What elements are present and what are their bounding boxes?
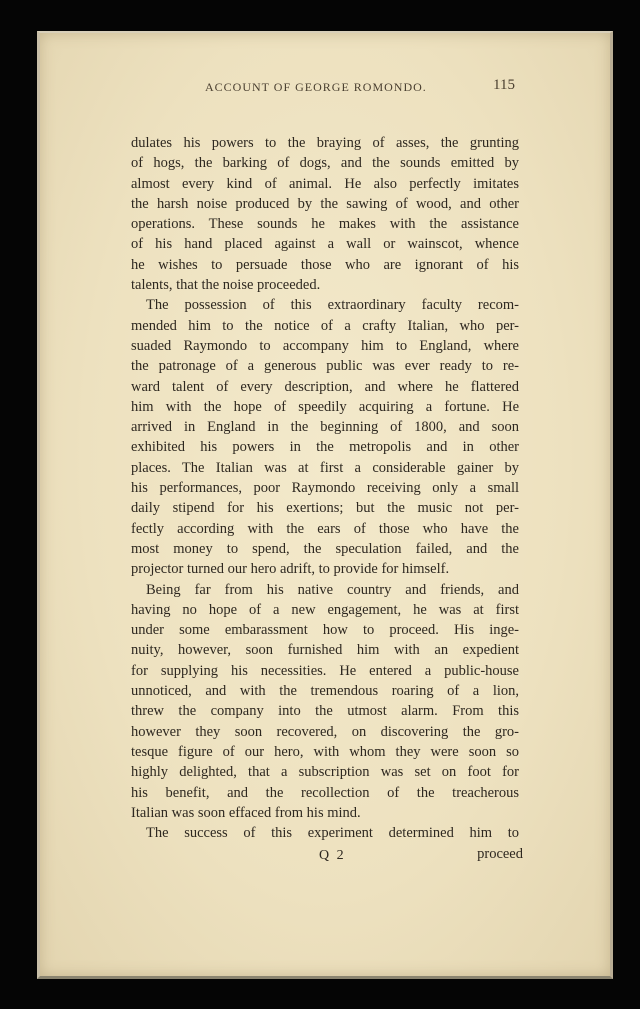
signature-mark: Q 2 [319, 848, 346, 863]
text-line: him with the hope of speedily acquiring a fortune. He [131, 398, 519, 415]
text-line: of hogs, the barking of dogs, and the sounds emitted by [131, 155, 519, 172]
text-line: highly delighted, that a subscription was set on foot for [131, 764, 519, 781]
text-line: projector turned our hero adrift, to provide for himself. [131, 561, 450, 578]
text-line: he wishes to persuade those who are ignorant of his [131, 256, 519, 273]
text-line: for supplying his necessities. He entered a public-house [131, 662, 519, 679]
text-line: having no hope of a new engagement, he was at first [131, 601, 519, 618]
text-line: almost every kind of animal. He also perfectly imitates [131, 175, 519, 192]
text-line: most money to spend, the speculation failed, and the [131, 540, 519, 557]
text-line: tesque figure of our hero, with whom they were soon so [131, 743, 519, 760]
text-line: however they soon recovered, on discovering the gro- [131, 723, 519, 740]
page-header [170, 77, 515, 97]
text-line: of his hand placed against a wall or wainscot, whence [131, 236, 519, 253]
text-line: arrived in England in the beginning of 1800, and soon [131, 419, 519, 436]
text-line: The success of this experiment determined him to [146, 825, 519, 842]
text-line: his performances, poor Raymondo receiving only a small [131, 480, 519, 497]
page-footer [131, 844, 523, 866]
text-line: Italian was soon effaced from his mind. [131, 804, 361, 821]
text-line: the patronage of a generous public was ever ready to re- [131, 358, 519, 375]
text-line: his benefit, and the recollection of the treacherous [131, 784, 519, 801]
text-line: exhibited his powers in the metropolis and in other [131, 439, 519, 456]
text-line: threw the company into the utmost alarm. From this [131, 703, 519, 720]
text-line: The possession of this extraordinary faculty recom- [146, 297, 519, 314]
text-line: suaded Raymondo to accompany him to England, where [131, 337, 519, 354]
page-number: 115 [493, 77, 515, 93]
text-line: Being far from his native country and friends, and [146, 581, 519, 598]
text-line: under some embarassment how to proceed. His inge- [131, 622, 519, 639]
text-line: the harsh noise produced by the sawing of wood, and other [131, 195, 519, 212]
text-line: nuity, however, soon furnished him with an expedient [131, 642, 519, 659]
body-text [131, 133, 519, 843]
text-line: places. The Italian was at first a considerable gainer by [131, 459, 519, 476]
text-line: operations. These sounds he makes with the assistance [131, 216, 519, 233]
text-line: unnoticed, and with the tremendous roaring of a lion, [131, 683, 519, 700]
text-line: ward talent of every description, and where he flattered [131, 378, 519, 395]
text-line: mended him to the notice of a crafty Italian, who per- [131, 317, 519, 334]
text-line: fectly according with the ears of those who have the [131, 520, 519, 537]
text-line: daily stipend for his exertions; but the music not per- [131, 500, 519, 517]
text-line: talents, that the noise proceeded. [131, 277, 321, 294]
text-line: dulates his powers to the braying of asses, the grunting [131, 135, 519, 151]
running-head: ACCOUNT OF GEORGE ROMONDO. [205, 80, 427, 94]
catchword: proceed [477, 846, 523, 862]
